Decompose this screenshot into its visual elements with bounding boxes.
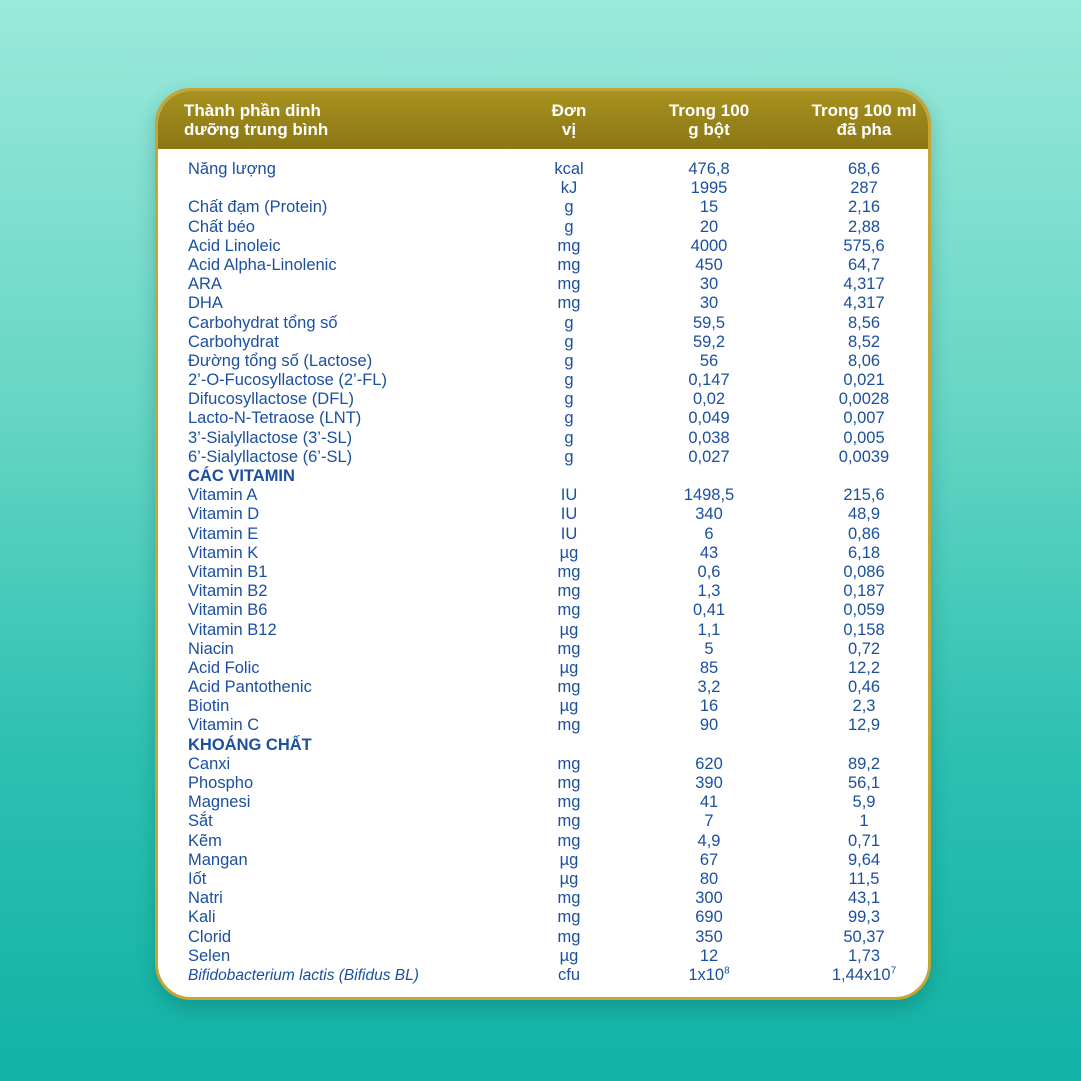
cell-ml: 8,56	[847, 313, 881, 332]
cell-g: 5	[704, 639, 714, 658]
cell-ml: 12,9	[847, 716, 881, 735]
cell-ml: 6,18	[847, 543, 881, 562]
cell-name: Natri	[188, 889, 223, 908]
table-row	[158, 659, 928, 678]
table-row	[158, 218, 928, 237]
table-row	[158, 870, 928, 889]
cell-name: Vitamin C	[188, 716, 260, 735]
cell-unit: mg	[557, 716, 581, 735]
cell-g: 16	[699, 697, 719, 716]
cell-unit: kJ	[560, 179, 578, 198]
cell-unit: mg	[557, 774, 581, 792]
cell-name: Sắt	[188, 812, 213, 831]
cell-unit: g	[564, 198, 574, 217]
cell-g: 350	[695, 927, 723, 946]
cell-g: 340	[695, 505, 723, 524]
cell-ml: 287	[850, 179, 878, 198]
cell-name: Kali	[188, 908, 216, 927]
cell-ml: 0,72	[847, 639, 881, 658]
cell-g: 300	[695, 889, 723, 908]
cell-name: 6’-Sialyllactose (6’-SL)	[188, 447, 353, 466]
table-row	[158, 889, 928, 908]
cell-name: Vitamin K	[188, 543, 259, 562]
cell-ml: 1,73	[847, 946, 881, 965]
cell-g: 41	[699, 793, 719, 812]
cell-g	[624, 467, 794, 486]
cell-name: Vitamin B12	[188, 620, 277, 639]
cell-name: 2’-O-Fucosyllactose (2’-FL)	[188, 371, 387, 390]
cell-ml: 64,7	[847, 255, 881, 274]
table-row	[158, 256, 928, 275]
table-row	[158, 352, 928, 371]
cell-g: 620	[695, 754, 723, 773]
cell-ml	[794, 467, 931, 486]
cell-unit: kcal	[554, 160, 584, 178]
cell-unit: mg	[557, 793, 581, 812]
cell-g: 80	[699, 869, 719, 888]
header-nutrient-column	[184, 101, 514, 139]
cell-ml: 4,317	[843, 294, 885, 313]
cell-name: Vitamin B6	[188, 601, 268, 620]
cell-ml: 8,06	[847, 351, 881, 370]
cell-ml: 0,007	[843, 409, 885, 428]
cell-unit: IU	[560, 486, 578, 505]
cell-unit: g	[564, 313, 574, 332]
header-per-100ml-label: Trong 100 ml đã pha	[811, 101, 917, 139]
table-row	[158, 966, 928, 985]
cell-unit: mg	[557, 255, 581, 274]
cell-ml: 4,317	[843, 275, 885, 294]
cell-g: 390	[695, 774, 723, 792]
cell-ml: 0,46	[847, 678, 881, 697]
cell-g: 0,038	[688, 428, 730, 447]
section-header-row	[158, 736, 928, 755]
cell-unit: mg	[557, 678, 581, 697]
cell-unit: g	[564, 351, 574, 370]
table-row	[158, 640, 928, 659]
cell-g: 1,1	[697, 620, 721, 639]
cell-unit: mg	[557, 754, 581, 773]
table-row	[158, 812, 928, 831]
cell-ml: 68,6	[847, 160, 881, 178]
cell-unit: mg	[557, 889, 581, 908]
cell-unit: IU	[560, 524, 578, 543]
cell-unit: mg	[557, 275, 581, 294]
cell-name: Vitamin B1	[188, 562, 268, 581]
header-nutrient-label: Thành phần dinh dưỡng trung bình	[184, 101, 329, 139]
cell-ml: 43,1	[847, 889, 881, 908]
cell-name: Biotin	[188, 697, 230, 716]
cell-ml: 0,158	[843, 620, 885, 639]
cell-name: Vitamin B2	[188, 582, 268, 601]
cell-unit: µg	[559, 658, 579, 677]
header-unit-column	[514, 101, 624, 139]
cell-name: Phospho	[188, 774, 254, 792]
cell-unit: mg	[557, 927, 581, 946]
cell-ml: 50,37	[843, 927, 885, 946]
cell-unit: g	[564, 409, 574, 428]
table-row	[158, 294, 928, 313]
header-unit-label: Đơn vị	[551, 101, 587, 139]
table-row	[158, 486, 928, 505]
cell-g: 1498,5	[683, 486, 735, 505]
cell-unit: mg	[557, 601, 581, 620]
cell-g: 0,049	[688, 409, 730, 428]
cell-g: 0,027	[688, 447, 730, 466]
cell-unit	[514, 736, 624, 755]
cell-ml: 56,1	[847, 774, 881, 792]
cell-g: 4,9	[697, 831, 721, 850]
cell-unit: mg	[557, 639, 581, 658]
cell-name	[184, 179, 514, 198]
table-row	[158, 429, 928, 448]
cell-g: 67	[699, 850, 719, 869]
table-row	[158, 832, 928, 851]
table-row	[158, 275, 928, 294]
cell-name: Clorid	[188, 927, 232, 946]
cell-g: 0,41	[692, 601, 726, 620]
cell-name: ARA	[188, 275, 222, 294]
cell-ml: 1	[859, 812, 869, 831]
cell-unit: g	[564, 390, 574, 409]
cell-unit: mg	[557, 294, 581, 313]
table-row	[158, 582, 928, 601]
cell-name: Chất đạm (Protein)	[188, 198, 328, 217]
table-row	[158, 160, 928, 179]
table-row	[158, 563, 928, 582]
cell-name: Niacin	[188, 639, 234, 658]
cell-ml: 12,2	[847, 658, 881, 677]
cell-name: Lacto-N-Tetraose (LNT)	[188, 409, 362, 428]
cell-g: 6	[704, 524, 714, 543]
cell-g: 0,02	[692, 390, 726, 409]
cell-name: Acid Pantothenic	[188, 678, 312, 697]
table-row	[158, 448, 928, 467]
cell-ml: $1,44x10^7$	[831, 965, 897, 984]
cell-g: 4000	[690, 236, 728, 255]
cell-unit: µg	[559, 543, 579, 562]
cell-name: KHOÁNG CHẤT	[188, 735, 312, 754]
cell-unit	[514, 467, 624, 486]
cell-ml: 0,086	[843, 562, 885, 581]
cell-g: 450	[695, 255, 723, 274]
table-row	[158, 525, 928, 544]
table-header-row	[158, 91, 928, 149]
table-row	[158, 716, 928, 735]
cell-ml: 0,187	[843, 582, 885, 601]
cell-g: 1,3	[697, 582, 721, 601]
table-row	[158, 371, 928, 390]
cell-unit: g	[564, 332, 574, 351]
table-row	[158, 409, 928, 428]
cell-name: Acid Linoleic	[188, 236, 281, 255]
cell-ml: 48,9	[847, 505, 881, 524]
cell-ml: 0,86	[847, 524, 881, 543]
table-row	[158, 621, 928, 640]
cell-unit: g	[564, 371, 574, 390]
cell-unit: µg	[559, 869, 579, 888]
table-row	[158, 601, 928, 620]
table-row	[158, 390, 928, 409]
cell-g: 690	[695, 908, 723, 927]
cell-ml: 0,005	[843, 428, 885, 447]
cell-name: Mangan	[188, 850, 248, 869]
table-row	[158, 851, 928, 870]
cell-g: 59,2	[692, 332, 726, 351]
cell-unit: mg	[557, 831, 581, 850]
cell-g: 15	[699, 198, 719, 217]
cell-name: Chất béo	[188, 217, 255, 236]
cell-unit: µg	[559, 946, 579, 965]
table-row	[158, 697, 928, 716]
cell-g: 59,5	[692, 313, 726, 332]
cell-unit: mg	[557, 908, 581, 927]
cell-g: 90	[699, 716, 719, 735]
table-body	[158, 149, 928, 985]
cell-unit: mg	[557, 236, 581, 255]
cell-g: 0,147	[688, 371, 730, 390]
cell-g: 7	[704, 812, 714, 831]
table-row	[158, 314, 928, 333]
cell-ml: 2,3	[852, 697, 876, 716]
cell-name: Bifidobacterium lactis (Bifidus BL)	[188, 966, 419, 984]
cell-name: Vitamin A	[188, 486, 258, 505]
cell-name: DHA	[188, 294, 223, 313]
cell-g: 85	[699, 658, 719, 677]
cell-name: Kẽm	[188, 831, 222, 850]
cell-ml: 575,6	[843, 236, 885, 255]
table-row	[158, 793, 928, 812]
cell-ml: 0,021	[843, 371, 885, 390]
cell-name: Acid Alpha-Linolenic	[188, 255, 337, 274]
cell-name: Vitamin E	[188, 524, 259, 543]
header-per-100ml-column	[794, 101, 931, 139]
cell-g: 20	[699, 217, 719, 236]
table-row	[158, 505, 928, 524]
cell-g: 43	[699, 543, 719, 562]
table-row	[158, 947, 928, 966]
cell-unit: IU	[560, 505, 578, 524]
header-per-100g-column	[624, 101, 794, 139]
cell-ml	[794, 736, 931, 755]
cell-name: Canxi	[188, 754, 231, 773]
cell-name: Selen	[188, 946, 231, 965]
table-row	[158, 198, 928, 217]
table-row	[158, 678, 928, 697]
cell-ml: 99,3	[847, 908, 881, 927]
table-row	[158, 908, 928, 927]
table-row	[158, 179, 928, 198]
cell-g: 12	[699, 946, 719, 965]
cell-g: 476,8	[688, 160, 730, 178]
cell-ml: 11,5	[848, 869, 880, 888]
cell-unit: mg	[557, 582, 581, 601]
cell-ml: 0,0039	[838, 447, 890, 466]
cell-unit: g	[564, 428, 574, 447]
cell-g: 3,2	[697, 678, 721, 697]
cell-ml: 0,71	[847, 831, 881, 850]
cell-ml: 0,0028	[838, 390, 890, 409]
cell-unit: g	[564, 217, 574, 236]
cell-name: 3’-Sialyllactose (3’-SL)	[188, 428, 353, 447]
cell-unit: µg	[559, 850, 579, 869]
cell-g: 0,6	[697, 562, 721, 581]
table-row	[158, 774, 928, 793]
cell-name: Carbohydrat	[188, 332, 279, 351]
cell-name: Đường tổng số (Lactose)	[188, 351, 373, 370]
cell-ml: 2,88	[847, 217, 881, 236]
nutrition-facts-card	[155, 88, 931, 1000]
cell-unit: g	[564, 447, 574, 466]
cell-g: 56	[699, 351, 719, 370]
cell-unit: mg	[557, 812, 581, 831]
section-header-row	[158, 467, 928, 486]
cell-name: Iốt	[188, 869, 207, 888]
cell-name: Difucosyllactose (DFL)	[188, 390, 354, 409]
table-row	[158, 928, 928, 947]
cell-name: Acid Folic	[188, 658, 260, 677]
cell-name: Magnesi	[188, 793, 251, 812]
cell-unit: cfu	[557, 965, 580, 984]
cell-g	[624, 736, 794, 755]
cell-ml: 89,2	[847, 754, 881, 773]
cell-name: Carbohydrat tổng số	[188, 313, 338, 332]
cell-ml: 5,9	[852, 793, 876, 812]
cell-name: Năng lượng	[188, 160, 276, 178]
cell-ml: 0,059	[843, 601, 885, 620]
cell-g: 30	[699, 275, 719, 294]
header-per-100g-label: Trong 100 g bột	[668, 101, 750, 139]
table-row	[158, 755, 928, 774]
table-row	[158, 237, 928, 256]
table-row	[158, 333, 928, 352]
cell-name: CÁC VITAMIN	[188, 467, 295, 485]
cell-unit: µg	[559, 620, 579, 639]
cell-name: Vitamin D	[188, 505, 260, 524]
cell-unit: mg	[557, 562, 581, 581]
table-row	[158, 544, 928, 563]
cell-unit: µg	[559, 697, 579, 716]
cell-ml: 215,6	[843, 486, 885, 505]
cell-ml: 2,16	[847, 198, 881, 217]
cell-ml: 8,52	[847, 332, 881, 351]
cell-g: 30	[699, 294, 719, 313]
cell-g: $1x10^8$	[688, 965, 730, 984]
cell-g: 1995	[690, 179, 728, 198]
cell-ml: 9,64	[847, 850, 881, 869]
